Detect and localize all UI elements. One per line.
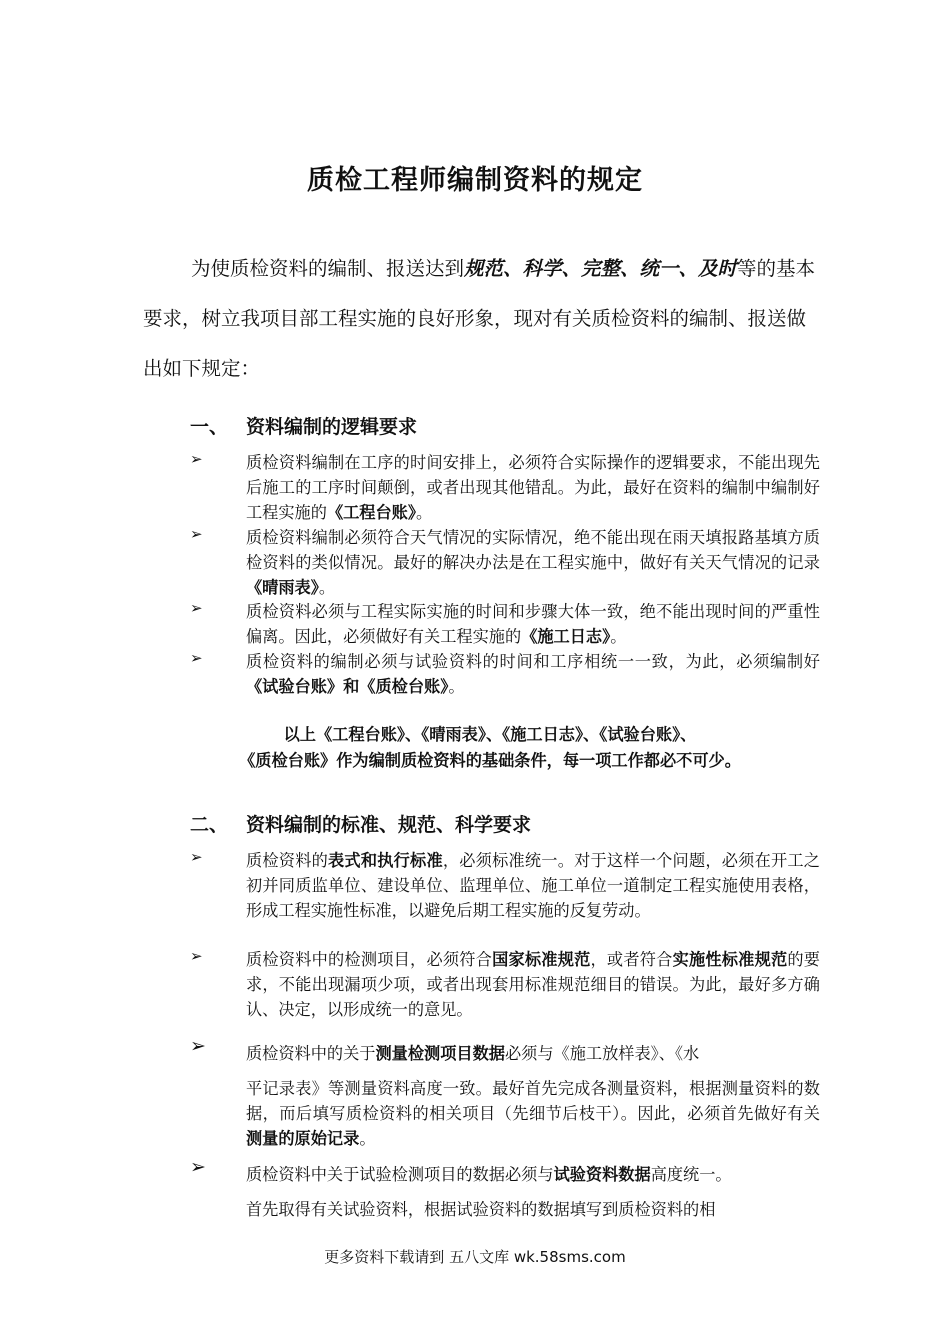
section-1-heading bbox=[190, 412, 417, 439]
item-bold: 试验资料数据 bbox=[553, 1165, 651, 1184]
item-bold: 《施工日志》 bbox=[521, 627, 611, 646]
arrow-bullet-icon: ➢ bbox=[190, 1035, 206, 1057]
item-text: ，必须标准统一。对于这样一个问题，必须在开工之初并同质监单位、建设单位、监理单位、施工单位一道制定工程实施使用表格，形成工程实施性标准，以避免后期工程实施的反复劳动。 bbox=[246, 851, 820, 920]
item-end: 。 bbox=[448, 677, 465, 696]
item-end: 。 bbox=[610, 627, 627, 646]
list-item bbox=[190, 1035, 820, 1151]
list-item bbox=[190, 947, 820, 1022]
item-text: 质检资料编制必须符合天气情况的实际情况，绝不能出现在雨天填报路基填方质检资料的类似情况。最好的解决办法是在工程实施中，做好有关天气情况的记录 bbox=[246, 528, 820, 572]
section-1-title: 资料编制的逻辑要求 bbox=[246, 416, 418, 438]
intro-text-2: 等的基本要求，树立我项目部工程实施的良好形象，现对有关质检资料的编制、报送做出如下规定： bbox=[143, 257, 816, 380]
item-bold: 《晴雨表》 bbox=[246, 578, 319, 597]
section-1-number: 一、 bbox=[190, 416, 229, 438]
summary-note bbox=[150, 722, 830, 774]
item-bold: 《试验台账》和《质检台账》 bbox=[246, 677, 449, 696]
item-text: 质检资料的 bbox=[246, 851, 329, 870]
item-text: ，或者符合 bbox=[590, 950, 673, 969]
list-item bbox=[190, 1156, 820, 1222]
intro-text-1: 为使质检资料的编制、报送达到 bbox=[191, 257, 465, 280]
arrow-bullet-icon: ➢ bbox=[190, 947, 203, 965]
item-bold: 表式和执行标准 bbox=[328, 851, 443, 870]
list-item bbox=[190, 450, 820, 525]
item-text: 质检资料中关于试验检测项目的数据必须与 bbox=[246, 1165, 554, 1184]
item-end: 。 bbox=[318, 578, 336, 597]
list-item bbox=[190, 848, 820, 923]
arrow-bullet-icon: ➢ bbox=[190, 848, 203, 866]
item-text: 质检资料中的检测项目，必须符合 bbox=[246, 950, 493, 969]
item-text: 必须与《施工放样表》、《水 bbox=[505, 1044, 700, 1063]
item-text: 的要求，不能出现漏项少项，或者出现套用标准规范细目的错误。为此，最好多方确认、决定，以形成统一的意见。 bbox=[246, 950, 820, 1019]
item-bold: 实施性标准规范 bbox=[672, 950, 788, 969]
list-item bbox=[190, 525, 820, 600]
arrow-bullet-icon: ➢ bbox=[190, 649, 203, 667]
item-text: 质检资料必须与工程实际实施的时间和步骤大体一致，绝不能出现时间的严重性偏离。因此，必须做好有关工程实施的 bbox=[246, 602, 820, 646]
item-bold: 《工程台账》 bbox=[326, 503, 416, 522]
list-item bbox=[190, 649, 820, 699]
summary-line-2: 《质检台账》作为编制质检资料的基础条件，每一项工作都必不可少。 bbox=[239, 751, 741, 770]
item-text: 首先取得有关试验资料，根据试验资料的数据填写到质检资料的相 bbox=[246, 1200, 716, 1219]
item-bold: 国家标准规范 bbox=[492, 950, 591, 969]
arrow-bullet-icon: ➢ bbox=[190, 525, 203, 543]
item-bold: 测量检测项目数据 bbox=[375, 1044, 505, 1063]
list-item bbox=[190, 599, 820, 649]
section-2-number: 二、 bbox=[190, 814, 229, 836]
item-text: 高度统一。 bbox=[650, 1165, 732, 1184]
arrow-bullet-icon: ➢ bbox=[190, 1156, 206, 1178]
item-text: 。 bbox=[359, 1129, 376, 1148]
item-text: 质检资料中的关于 bbox=[246, 1044, 376, 1063]
item-bold: 测量的原始记录 bbox=[246, 1129, 360, 1148]
section-2-title: 资料编制的标准、规范、科学要求 bbox=[246, 814, 532, 836]
arrow-bullet-icon: ➢ bbox=[190, 450, 203, 468]
document-title: 质检工程师编制资料的规定 bbox=[307, 165, 643, 196]
intro-emphasis: 规范、科学、完整、统一、及时 bbox=[464, 257, 738, 280]
item-end: 。 bbox=[415, 503, 433, 522]
intro-paragraph bbox=[143, 244, 823, 394]
item-text: 质检资料编制在工序的时间安排上，必须符合实际操作的逻辑要求，不能出现先后施工的工序时间颠倒，或者出现其他错乱。为此，最好在资料的编制中编制好工程实施的 bbox=[246, 453, 820, 522]
item-text: 质检资料的编制必须与试验资料的时间和工序相统一一致，为此，必须编制好 bbox=[246, 652, 820, 671]
item-text: 平记录表》等测量资料高度一致。最好首先完成各测量资料，根据测量资料的数据，而后填写质检资料的相关项目（先细节后枝干）。因此，必须首先做好有关 bbox=[246, 1079, 820, 1123]
section-2-heading bbox=[190, 810, 531, 837]
arrow-bullet-icon: ➢ bbox=[190, 599, 203, 617]
summary-line-1: 以上《工程台账》、《晴雨表》、《施工日志》、《试验台账》、 bbox=[283, 725, 697, 744]
footer-link[interactable]: 更多资料下载请到 五八文库 wk.58sms.com bbox=[324, 1248, 626, 1266]
